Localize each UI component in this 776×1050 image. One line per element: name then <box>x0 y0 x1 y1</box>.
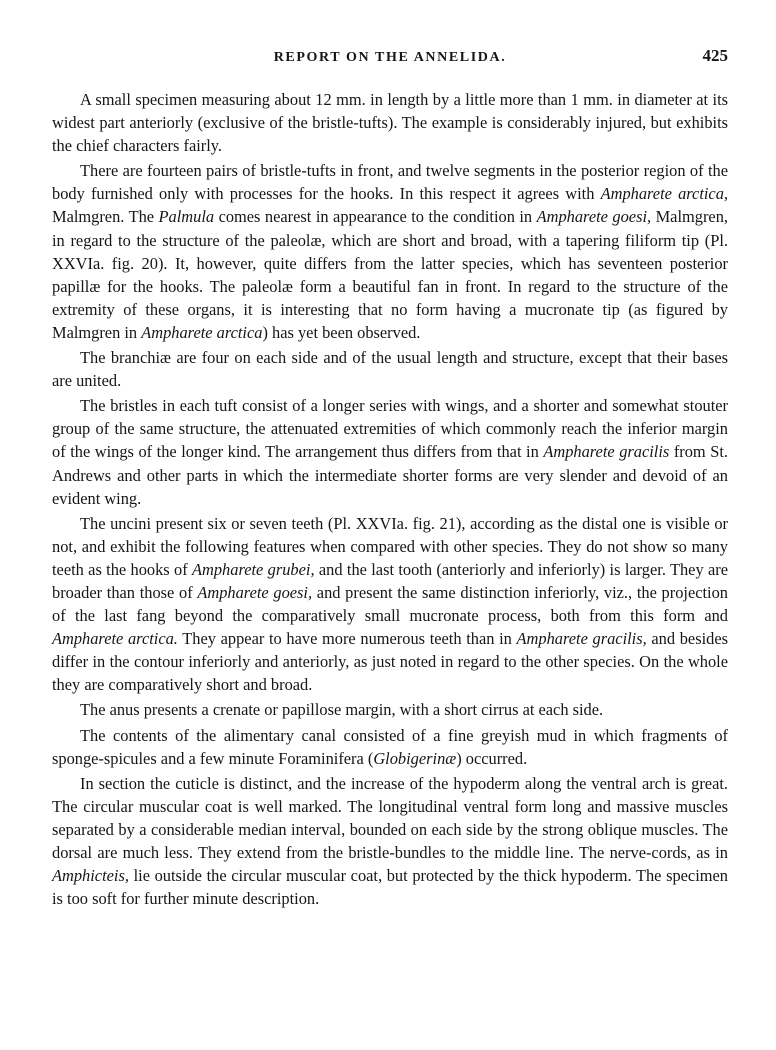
paragraph <box>52 724 728 770</box>
text-run: ) has yet been observed. <box>262 322 421 342</box>
species-name: Ampharete goesi, <box>536 207 652 227</box>
text-run: The branchiæ are four on each side and of the usual length and structure, except that their bases are united. <box>52 348 728 391</box>
species-name: Ampharete arctica, <box>600 184 729 204</box>
paragraph <box>52 512 728 697</box>
text-run: ) occurred. <box>456 748 528 768</box>
species-name: Palmula <box>158 207 215 227</box>
text-run: and the last tooth (anteriorly and inferiorly) is larger. They are broader than those of <box>52 559 728 602</box>
paragraph <box>52 698 728 721</box>
body-text <box>52 88 728 910</box>
paragraph <box>52 88 728 157</box>
text-run: A small specimen measuring about 12 mm. in length by a little more than 1 mm. in diameter at its widest part anteriorly (exclusive of the bristle-tufts). The example is considerably injured, but exhibits the chief characters fairly. <box>52 90 728 156</box>
species-name: Ampharete goesi, <box>197 582 313 602</box>
species-name: Amphicteis, <box>52 866 129 886</box>
text-run: Malmgren, in regard to the structure of the paleolæ, which are short and broad, with a tapering filiform tip (Pl. XXVIa. fig. 20). It, however, quite differs from the latter species, which has seventeen posterior papillæ for the hooks. The paleolæ form a beautiful fan in front. In regard to the structure of the extremity of these organs, it is interesting that no form having a mucronate tip (as figured by Malmgren in <box>52 207 728 342</box>
paragraph <box>52 772 728 911</box>
text-run: In section the cuticle is distinct, and the increase of the hypoderm along the ventral arch is great. The circular muscular coat is well marked. The longitudinal ventral form long and massive muscles separated by a considerable median interval, bounded on each side by the strong oblique muscles. The dorsal are much less. They extend from the bristle-bundles to the middle line. The nerve-cords, as in <box>52 773 728 862</box>
species-name: Ampharete gracilis, <box>516 629 647 649</box>
paragraph <box>52 346 728 392</box>
species-name: Ampharete arctica <box>141 322 263 342</box>
species-name: Ampharete arctica. <box>52 629 178 649</box>
species-name: Ampharete grubei, <box>192 559 315 579</box>
text-run: comes nearest in appearance to the condition in <box>214 207 537 227</box>
running-title: REPORT ON THE ANNELIDA. <box>273 50 507 65</box>
species-name: Ampharete gracilis <box>543 442 670 462</box>
text-run: from St. Andrews and other parts in which the intermediate shorter forms are very slender and devoid of an evident wing. <box>52 442 728 508</box>
text-run: The bristles in each tuft consist of a longer series with wings, and a shorter and somewhat stouter group of the same structure, the attenuated extremities of which commonly reach the inferior margin of the wings of the longer kind. The arrangement thus differs from that in <box>52 396 728 462</box>
text-run: They appear to have more numerous teeth than in <box>177 629 517 649</box>
text-run: The uncini present six or seven teeth (Pl. XXVIa. fig. 21), according as the distal one is visible or not, and exhibit the following features when compared with other species. They do not show so many teeth as the hooks of <box>52 513 728 579</box>
text-run: There are fourteen pairs of bristle-tufts in front, and twelve segments in the posterior region of the body furnished only with processes for the hooks. In this respect it agrees with <box>52 161 728 204</box>
text-run: and present the same distinction inferiorly, viz., the projection of the last fang beyond the comparatively small mucronate process, both from this form and <box>52 582 729 626</box>
paragraph <box>52 394 728 509</box>
text-run: and besides differ in the contour inferiorly and anteriorly, as just noted in regard to the other species. On the whole they are comparatively short and broad. <box>52 629 728 695</box>
species-name: Globigerinæ <box>373 748 457 768</box>
text-run: lie outside the circular muscular coat, but protected by the thick hypoderm. The specimen is too soft for further minute description. <box>52 866 728 909</box>
paragraph <box>52 159 728 344</box>
text-run: The anus presents a crenate or papillose margin, with a short cirrus at each side. <box>80 700 604 720</box>
text-run: The contents of the alimentary canal consisted of a fine greyish mud in which fragments of sponge-spicules and a few minute Foraminifera ( <box>52 725 728 768</box>
page-header <box>52 46 728 70</box>
page-number: 425 <box>702 46 728 65</box>
text-run: Malmgren. The <box>52 207 159 227</box>
